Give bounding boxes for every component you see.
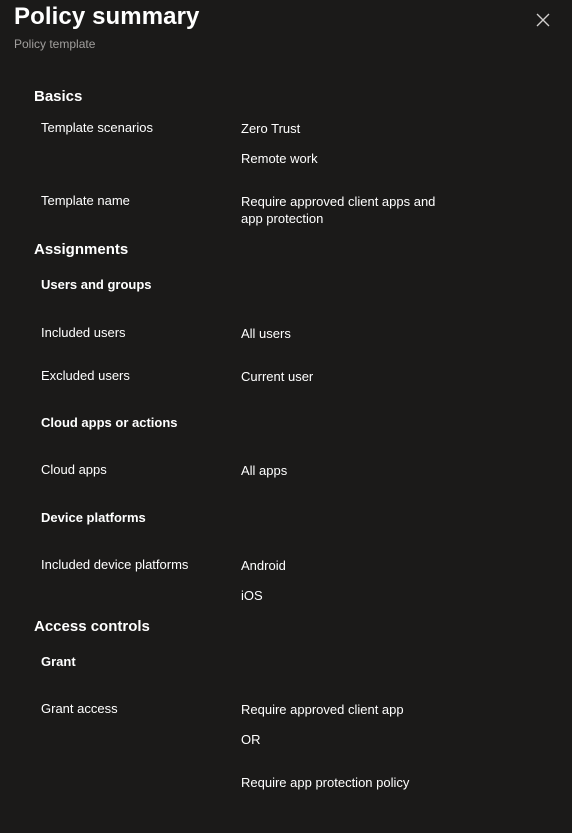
grant-access-value: Require approved client app [241,702,404,717]
subheading-users-and-groups: Users and groups [41,277,152,292]
close-icon [536,13,550,27]
template-scenario-value: Remote work [241,151,318,166]
included-device-platforms-label: Included device platforms [41,557,189,572]
excluded-users-label: Excluded users [41,368,130,383]
subheading-device-platforms: Device platforms [41,510,146,525]
included-users-value: All users [241,326,291,341]
device-platform-value: Android [241,558,286,573]
template-name-label: Template name [41,193,130,208]
template-name-value: Require approved client apps and app protection [241,194,436,226]
section-heading-assignments: Assignments [34,241,129,258]
grant-access-value: Require app protection policy [241,775,410,790]
panel-subtitle: Policy template [14,37,96,51]
template-scenario-value: Zero Trust [241,121,301,136]
cloud-apps-value: All apps [241,463,288,478]
section-heading-access-controls: Access controls [34,618,150,635]
excluded-users-value: Current user [241,369,314,384]
device-platform-value: iOS [241,588,263,603]
panel-title: Policy summary [14,3,200,30]
grant-access-label: Grant access [41,701,118,716]
cloud-apps-label: Cloud apps [41,462,107,477]
grant-access-operator: OR [241,732,261,747]
section-heading-basics: Basics [34,88,83,105]
subheading-cloud-apps-or-actions: Cloud apps or actions [41,415,178,430]
close-button[interactable] [532,9,554,31]
template-scenarios-label: Template scenarios [41,120,153,135]
subheading-grant: Grant [41,654,76,669]
included-users-label: Included users [41,325,126,340]
